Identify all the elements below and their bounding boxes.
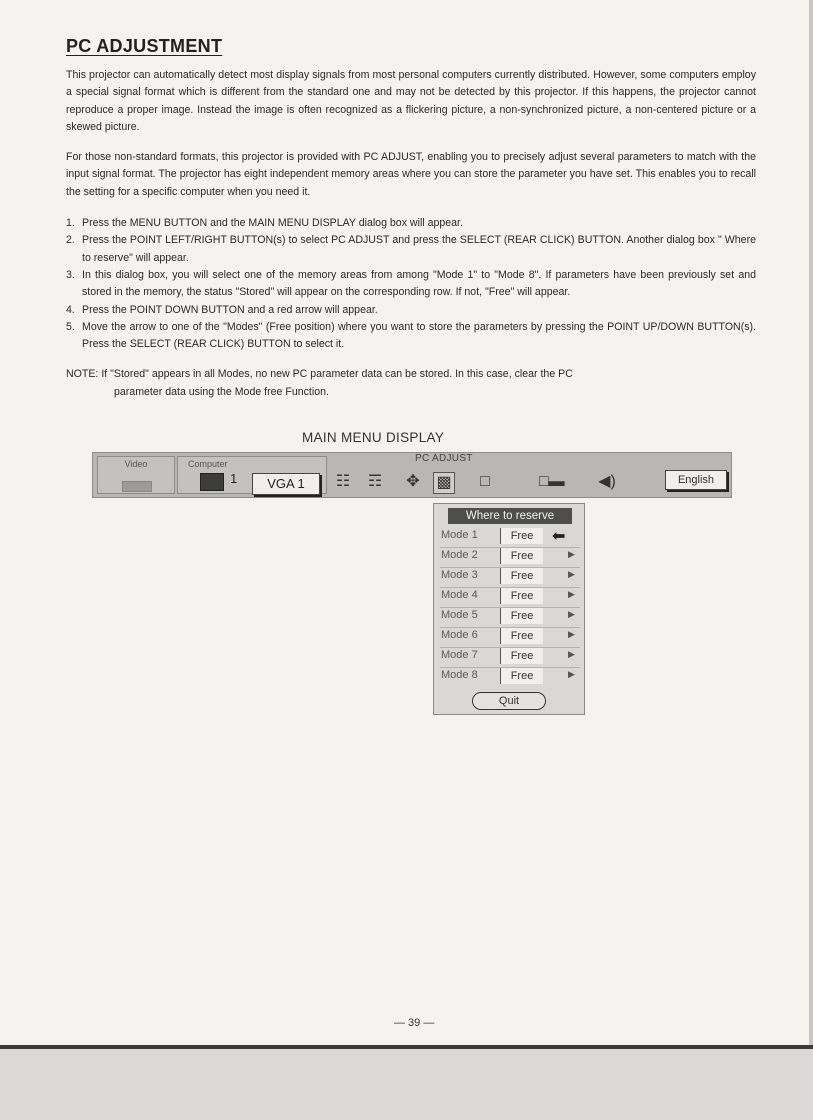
sound-icon[interactable]: ◀) (598, 473, 616, 490)
computer-label: Computer (188, 459, 228, 469)
page-shadow (0, 1049, 813, 1120)
step-text: Press the POINT DOWN BUTTON and a red arrow will appear. (82, 303, 378, 316)
source-select[interactable]: VGA 1 (252, 473, 320, 495)
row-arrow-icon: ▶ (568, 589, 575, 599)
computer-icon (200, 473, 224, 491)
video-tab[interactable] (97, 456, 175, 494)
note-line-2: parameter data using the Mode free Function. (114, 385, 329, 398)
mode-status: Free (500, 628, 543, 644)
step-number: 1. (66, 217, 75, 230)
row-arrow-icon: ▶ (568, 669, 575, 679)
total-dots-icon[interactable]: ☶ (367, 473, 383, 490)
steps-list (66, 215, 756, 353)
video-label: Video (124, 459, 148, 469)
position-icon[interactable]: ✥ (406, 473, 420, 490)
step-number: 5. (66, 320, 75, 333)
screen-menu-icon[interactable]: □▬ (539, 473, 565, 490)
page-content (66, 36, 756, 401)
intro-paragraph-1: This projector can automatically detect most display signals from most personal computers currently distributed. However, some computers employ a special signal format which is different from the standard one and may not be detected by this projector. If this happens, the projector cannot reproduce a proper image. Instead the image is often recognized as a flickering picture, a non-synchronized picture, a non-centered picture or a skewed picture. (66, 69, 756, 133)
computer-tab[interactable] (177, 456, 327, 494)
mode-row[interactable] (440, 528, 580, 546)
mode-status: Free (500, 668, 543, 684)
where-to-reserve-dialog (433, 503, 585, 715)
step-number: 3. (66, 268, 75, 281)
mode-status: Free (500, 548, 543, 564)
mode-row[interactable] (440, 588, 580, 606)
mode-label: Mode 1 (441, 529, 478, 541)
step-item (66, 232, 756, 267)
quit-button[interactable]: Quit (472, 692, 546, 710)
computer-number: 1 (230, 471, 238, 486)
step-number: 2. (66, 234, 75, 247)
row-arrow-icon: ▶ (568, 549, 575, 559)
page-number: — 39 — (394, 1017, 435, 1029)
video-icon (122, 481, 152, 492)
mode-label: Mode 8 (441, 669, 478, 681)
mode-row[interactable] (440, 648, 580, 666)
note (66, 366, 756, 401)
mode-row[interactable] (440, 548, 580, 566)
dialog-title: Where to reserve (448, 508, 572, 524)
fine-sync-icon[interactable]: ☷ (335, 473, 351, 490)
row-arrow-icon: ▶ (568, 569, 575, 579)
mode-status: Free (500, 568, 543, 584)
main-menu-display-caption: MAIN MENU DISPLAY (302, 430, 445, 445)
row-arrow-icon: ▶ (568, 629, 575, 639)
page-edge (809, 0, 813, 1045)
step-text: Move the arrow to one of the "Modes" (Free position) where you want to store the parameters by pressing the POINT UP/DOWN BUTTON(s). Press the SELECT (REAR CLICK) BUTTON to select it. (82, 320, 756, 351)
step-text: Press the MENU BUTTON and the MAIN MENU DISPLAY dialog box will appear. (82, 217, 463, 230)
mode-row[interactable] (440, 608, 580, 626)
row-arrow-icon: ▶ (568, 649, 575, 659)
intro-paragraph-2: For those non-standard formats, this projector is provided with PC ADJUST, enabling you to precisely adjust several parameters to match with the input signal format. The projector has eight independent memory areas where you can store the parameter you have set. This enables you to recall the setting for a specific computer when you need it. (66, 151, 756, 198)
step-text: In this dialog box, you will select one of the memory areas from among "Mode 1" to "Mode 8". If parameters have been previously set and stored in the memory, the status "Stored" will appear on the corresponding row. If not, "Free" will appear. (82, 268, 756, 299)
note-label: NOTE: (66, 368, 99, 381)
mode-label: Mode 7 (441, 649, 478, 661)
mode-row[interactable] (440, 568, 580, 586)
note-line-1: If "Stored" appears in all Modes, no new PC parameter data can be stored. In this case, clear the PC (101, 368, 573, 381)
step-text: Press the POINT LEFT/RIGHT BUTTON(s) to select PC ADJUST and press the SELECT (REAR CLICK) BUTTON. Another dialog box " Where to reserve" will appear. (82, 234, 756, 264)
pc-adjust-icon[interactable]: ▩ (433, 472, 455, 494)
mode-status: Free (500, 528, 543, 544)
mode-status: Free (500, 588, 543, 604)
mode-row[interactable] (440, 628, 580, 646)
mode-row[interactable] (440, 668, 580, 686)
mode-label: Mode 3 (441, 569, 478, 581)
step-item (66, 319, 756, 354)
pc-adjust-label: PC ADJUST (415, 453, 473, 464)
step-item (66, 215, 756, 232)
selection-arrow-icon: ⬅ (552, 528, 566, 545)
step-number: 4. (66, 303, 75, 316)
language-select[interactable]: English (665, 470, 727, 490)
mode-status: Free (500, 648, 543, 664)
screen-icon[interactable]: □ (480, 473, 490, 490)
mode-label: Mode 2 (441, 549, 478, 561)
mode-label: Mode 4 (441, 589, 478, 601)
mode-status: Free (500, 608, 543, 624)
step-item (66, 267, 756, 302)
step-item (66, 302, 756, 319)
page-title: PC ADJUSTMENT (66, 36, 223, 56)
mode-label: Mode 6 (441, 629, 478, 641)
mode-label: Mode 5 (441, 609, 478, 621)
row-arrow-icon: ▶ (568, 609, 575, 619)
main-menu-bar (92, 452, 732, 498)
